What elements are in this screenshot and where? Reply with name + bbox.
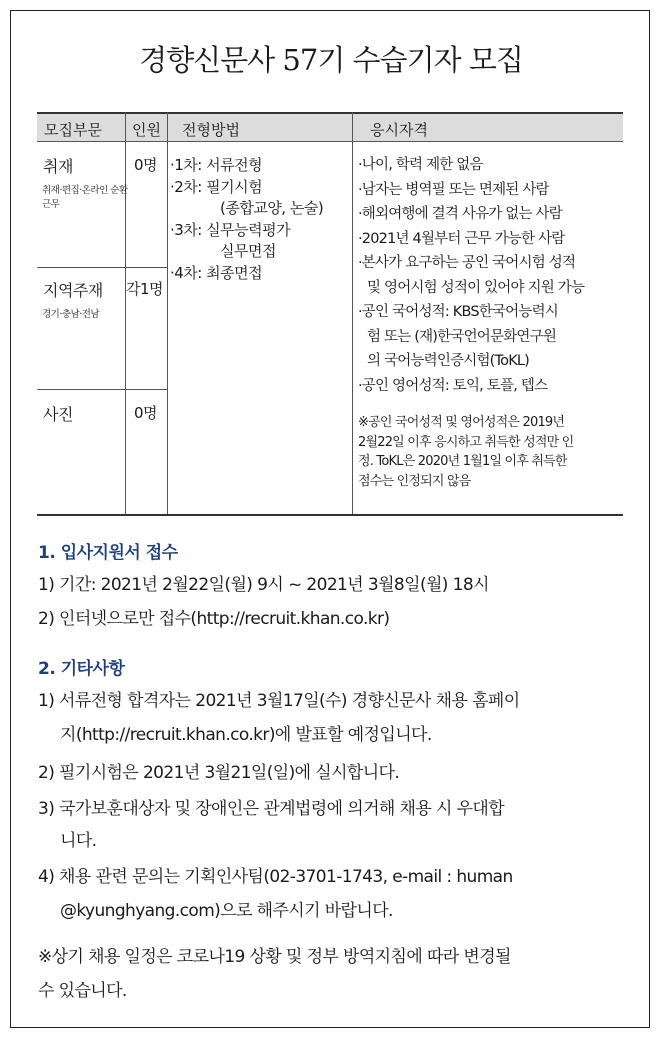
application-method: 2) 인터넷으로만 접수(http://recruit.khan.co.kr) [38,609,390,629]
row-divider [37,267,167,268]
row-divider [37,389,167,390]
other-item-cont: 니다. [60,831,97,851]
qualification-list [358,153,626,398]
row-count: 0명 [134,156,158,174]
process-step: ·2차: 필기시험 [170,177,263,196]
note-line: 정. ToKL은 2020년 1월1일 이후 취득한 [358,454,567,469]
note-line: 2월22일 이후 응시하고 취득한 성적만 인 [358,434,574,450]
table-bottom-line [37,514,623,516]
other-item: 3) 국가보훈대상자 및 장애인은 관계법령에 의거해 채용 시 우대합 [38,799,505,819]
qualification-item-cont: 의 국어능력인증시험(ToKL) [367,353,530,369]
other-item: 1) 서류전형 합격자는 2021년 3월17일(수) 경향신문사 채용 홈페이 [38,691,520,711]
header-count: 인원 [132,121,161,139]
qualification-item: ·2021년 4월부터 근무 가능한 사람 [358,230,565,247]
column-divider [167,112,168,514]
header-qualification: 응시자격 [370,121,428,139]
other-item: 2) 필기시험은 2021년 3월21일(일)에 실시합니다. [38,763,400,783]
qualification-item: ·나이, 학력 제한 없음 [358,157,483,173]
process-step: ·3차: 실무능력평가 [170,220,291,239]
qualification-item-cont: 및 영어시험 성적이 있어야 지원 가능 [367,279,585,296]
row-department: 사진 [43,405,73,424]
section-title-other: 2. 기타사항 [38,659,125,679]
column-divider [352,112,353,514]
process-step-detail: 실무면접 [220,242,276,260]
row-department: 취재 [43,157,73,176]
header-process: 전형방법 [182,121,240,139]
schedule-change-note: ※상기 채용 일정은 코로나19 상황 및 정부 방역지침에 따라 변경될 [38,947,511,967]
row-department-detail: 취재·편집·온라인 순환근무 [42,185,128,210]
schedule-change-note-cont: 수 있습니다. [38,981,127,1001]
page-title: 경향신문사 57기 수습기자 모집 [139,43,523,77]
other-item-cont: 지(http://recruit.khan.co.kr)에 발표할 예정입니다. [60,725,432,745]
qualification-item: ·본사가 요구하는 공인 국어시험 성적 [358,255,576,271]
row-count: 각1명 [126,280,164,298]
application-period: 1) 기간: 2021년 2월22일(월) 9시 ~ 2021년 3월8일(월) 18시 [38,575,489,595]
qualification-item: ·남자는 병역필 또는 면제된 사람 [358,181,549,198]
row-department-detail: 경기·충남·전남 [42,309,100,320]
qualification-item: ·공인 영어성적: 토익, 토플, 텝스 [358,377,548,394]
process-step: ·1차: 서류전형 [170,156,263,174]
process-step: ·4차: 최종면접 [170,263,263,282]
note-line: 점수는 인정되지 않음 [358,473,471,489]
qualification-note [358,413,626,491]
other-item: 4) 채용 관련 문의는 기획인사팀(02-3701-1743, e-mail : human [38,867,513,887]
other-item-cont: @kyunghyang.com)으로 해주시기 바랍니다. [60,901,393,921]
row-department: 지역주재 [43,281,103,300]
row-count: 0명 [134,404,158,422]
header-department: 모집부문 [44,121,102,139]
qualification-item: ·해외여행에 결격 사유가 없는 사람 [358,206,562,222]
process-list [170,155,323,284]
qualification-item: ·공인 국어성적: KBS한국어능력시 [358,304,559,320]
process-step-detail: (종합교양, 논술) [220,199,324,217]
section-title-application: 1. 입사지원서 접수 [38,543,178,563]
qualification-item-cont: 험 또는 (재)한국언어문화연구원 [367,328,557,345]
note-line: ※공인 국어성적 및 영어성적은 2019년 [358,415,565,430]
